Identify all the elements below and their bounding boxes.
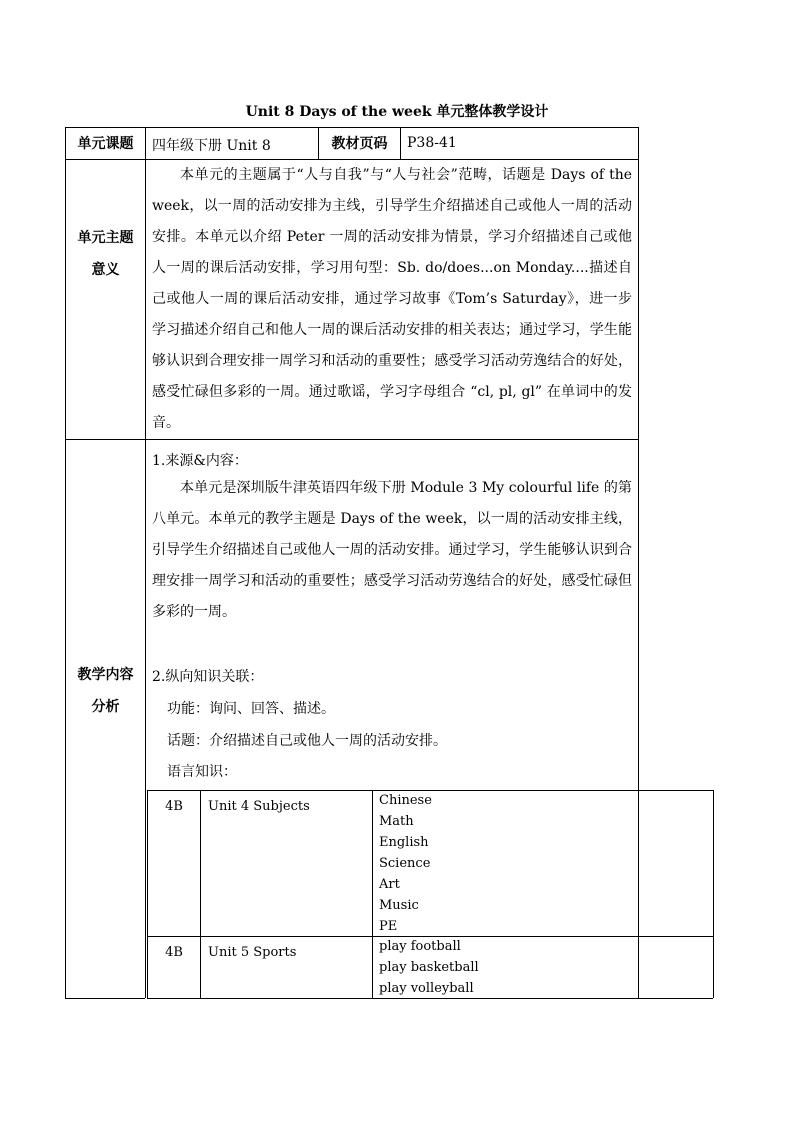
word-item: Music <box>379 898 419 913</box>
table-border-bottom <box>65 998 145 999</box>
table-column-divider <box>400 127 401 159</box>
topic-line: 话题：介绍描述自己或他人一周的活动安排。 <box>167 733 447 749</box>
label-unit-theme <box>66 222 145 286</box>
textbook-pages-value: P38-41 <box>407 135 457 151</box>
unit-topic-value: 四年级下册 Unit 8 <box>152 138 271 154</box>
table-row-grade: 4B <box>165 945 183 960</box>
source-heading: 1.来源&内容： <box>152 453 248 469</box>
word-item: Chinese <box>379 793 432 808</box>
knowledge-table-right <box>713 790 714 998</box>
table-row-unit: Unit 4 Subjects <box>208 799 310 814</box>
knowledge-table-col-divider <box>372 790 373 998</box>
word-item: PE <box>379 919 398 934</box>
table-border-right <box>638 127 639 790</box>
language-knowledge-line: 语言知识： <box>167 764 237 780</box>
table-row-unit: Unit 5 Sports <box>208 945 297 960</box>
word-item: play basketball <box>379 960 479 975</box>
table-column-divider <box>145 127 146 998</box>
label-unit-topic: 单元课题 <box>77 135 134 152</box>
table-row-words <box>379 790 432 937</box>
word-item: Science <box>379 856 431 871</box>
table-row-words <box>379 936 479 999</box>
word-item: play football <box>379 939 461 954</box>
table-row-divider <box>65 439 638 440</box>
label-unit-theme-line1: 单元主题 <box>77 230 134 246</box>
table-row-grade: 4B <box>165 799 183 814</box>
vertical-knowledge-heading: 2.纵向知识关联： <box>152 669 264 685</box>
knowledge-table-col-divider <box>638 790 639 998</box>
word-item: play volleyball <box>379 981 474 996</box>
document-title: Unit 8 Days of the week 单元整体教学设计 <box>245 104 549 120</box>
theme-paragraph: 本单元的主题属于“人与自我”与“人与社会”范畴，话题是 Days of the week，以一周的活动安排为主线，引导学生介绍描述自己或他人一周的活动安排。本单元以介绍 Peter 一周的活动安排为情景，学习介绍描述自己或他人一周的课后活动安排，学习用句型：Sb. do/does...on Monday....描述自己或他人一周的课后活动安排，通过学习故事《Tom’s Saturday》，进一步学习描述介绍自己和他人一周的课后活动安排的相关表达；通过学习，学生能够认识到合理安排一周学习和活动的重要性；感受学习活动劳逸结合的好处，感受忙碌但多彩的一周。通过歌谣，学习字母组合 “cl, pl, gl” 在单词中的发音。 <box>152 167 632 431</box>
label-content-analysis-line2: 分析 <box>91 699 120 715</box>
knowledge-table-col-divider <box>200 790 201 998</box>
word-item: English <box>379 835 429 850</box>
word-item: Art <box>379 877 400 892</box>
label-content-analysis-line1: 教学内容 <box>77 667 134 683</box>
knowledge-table-left <box>147 790 148 998</box>
label-content-analysis <box>66 659 145 723</box>
word-item: Math <box>379 814 414 829</box>
label-textbook-pages: 教材页码 <box>331 135 388 152</box>
function-line: 功能：询问、回答、描述。 <box>167 701 335 717</box>
source-paragraph: 本单元是深圳版牛津英语四年级下册 Module 3 My colourful life 的第八单元。本单元的教学主题是 Days of the week，以一周的活动安排主线，引导学生介绍描述自己或他人一周的活动安排。通过学习，学生能够认识到合理安排一周学习和活动的重要性；感受学习活动劳逸结合的好处，感受忙碌但多彩的一周。 <box>152 480 632 620</box>
label-unit-theme-line2: 意义 <box>91 262 120 278</box>
